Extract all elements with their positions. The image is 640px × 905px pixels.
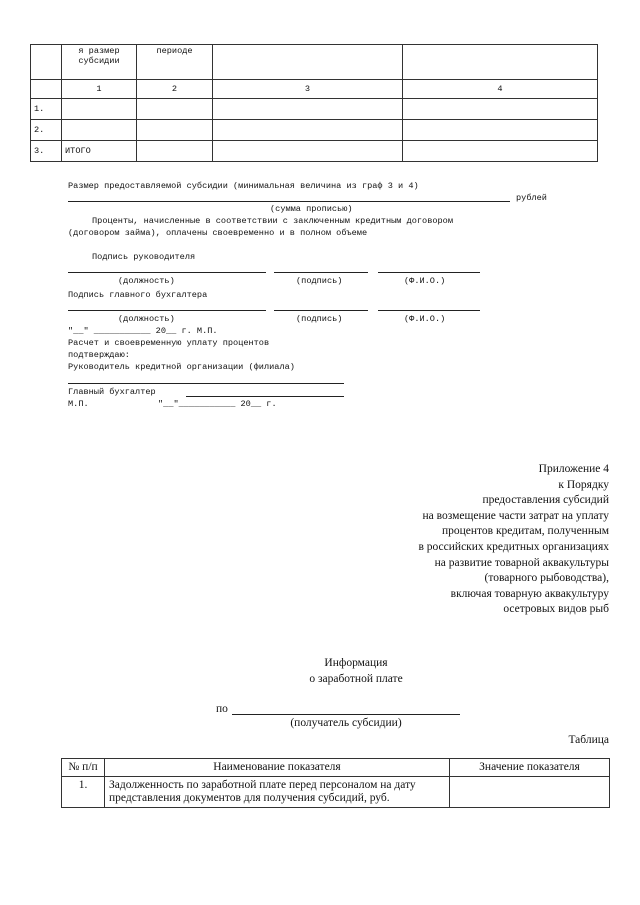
table-cell — [31, 80, 62, 99]
table-cell — [62, 120, 137, 141]
sum-line — [68, 201, 510, 202]
position-line — [68, 272, 266, 273]
credit-org-head-label: Руководитель кредитной организации (филиала) — [68, 362, 295, 372]
table-header-cell: я размер субсидии — [62, 45, 137, 80]
recipient-caption: (получатель субсидии) — [290, 717, 402, 729]
credit-org-head-line — [68, 383, 344, 384]
indicator-name: Задолженность по заработной плате перед персоналом на дату представления документов для получения субсидий, руб. — [105, 777, 450, 808]
chief-accountant-label: Главный бухгалтер — [68, 387, 156, 397]
table-row — [31, 99, 598, 120]
table-cell — [403, 141, 598, 162]
column-number-row — [31, 80, 598, 99]
signature-line — [274, 310, 368, 311]
table-header-cell — [403, 45, 598, 80]
position-caption: (должность) — [118, 276, 175, 286]
table-header-cell: периоде — [137, 45, 213, 80]
column-number: 4 — [403, 80, 598, 99]
table-header-row — [62, 759, 610, 777]
row-number: 1. — [62, 777, 105, 808]
fio-caption: (Ф.И.О.) — [404, 314, 446, 324]
table-cell — [213, 120, 403, 141]
appendix-line: Приложение 4 — [538, 463, 609, 475]
row-number: 1. — [31, 99, 62, 120]
chief-accountant-line — [186, 396, 344, 397]
date-stamp-line: "__" ___________ 20__ г. М.П. — [68, 326, 218, 336]
appendix-line: к Порядку — [558, 478, 609, 491]
table-header-cell — [213, 45, 403, 80]
column-number: 2 — [137, 80, 213, 99]
appendix-line: предоставления субсидий — [482, 494, 609, 507]
row-number: 3. — [31, 141, 62, 162]
fio-caption: (Ф.И.О.) — [404, 276, 446, 286]
fio-line — [378, 310, 480, 311]
table-cell — [31, 45, 62, 80]
appendix-line: процентов кредитам, полученным — [441, 525, 609, 538]
table-cell — [403, 120, 598, 141]
po-label: по — [216, 703, 228, 715]
signature-line — [274, 272, 368, 273]
table-row — [31, 120, 598, 141]
subsidy-calculation-table — [30, 44, 598, 162]
table-row — [62, 777, 610, 808]
position-caption: (должность) — [118, 314, 175, 324]
chief-accountant-signature-label: Подпись главного бухгалтера — [68, 290, 208, 300]
date-line: "__"___________ 20__ г. — [158, 399, 277, 409]
table-cell — [403, 99, 598, 120]
subsidy-size-label: Размер предоставляемой субсидии (минимальная величина из граф 3 и 4) — [68, 181, 419, 191]
appendix-line: на развитие товарной аквакультуры — [434, 556, 609, 569]
appendix-line: включая товарную аквакультуру — [450, 587, 609, 600]
appendix-line: на возмещение части затрат на уплату — [422, 509, 609, 522]
sum-words-caption: (сумма прописью) — [270, 204, 353, 214]
table-cell — [213, 141, 403, 162]
confirm-text-line1: Расчет и своевременную уплату процентов — [68, 338, 270, 348]
appendix-line: (товарного рыбоводства), — [484, 572, 609, 585]
head-signature-label: Подпись руководителя — [92, 252, 196, 262]
table-row — [31, 141, 598, 162]
table-label: Таблица — [568, 734, 609, 746]
table-header-cell: Значение показателя — [450, 759, 610, 777]
column-number: 3 — [213, 80, 403, 99]
table-cell — [62, 99, 137, 120]
indicator-value — [450, 777, 610, 808]
appendix-line: в российских кредитных организациях — [418, 540, 609, 553]
signature-caption: (подпись) — [296, 276, 343, 286]
appendix-line: осетровых видов рыб — [503, 603, 609, 616]
table-cell — [137, 99, 213, 120]
fio-line — [378, 272, 480, 273]
info-subtitle: о заработной плате — [309, 673, 403, 685]
signature-caption: (подпись) — [296, 314, 343, 324]
appendix-header — [418, 462, 609, 618]
table-header-cell: Наименование показателя — [105, 759, 450, 777]
total-label: ИТОГО — [62, 141, 137, 162]
table-header-row — [31, 45, 598, 80]
rubles-label: рублей — [516, 193, 547, 203]
recipient-line — [232, 714, 460, 715]
table-header-cell: № п/п — [62, 759, 105, 777]
salary-info-table — [61, 758, 610, 808]
interest-text-line2: (договором займа), оплачены своевременно и в полном объеме — [68, 228, 368, 238]
row-number: 2. — [31, 120, 62, 141]
column-number: 1 — [62, 80, 137, 99]
confirm-text-line2: подтверждаю: — [68, 350, 130, 360]
mp-label: М.П. — [68, 399, 89, 409]
table-cell — [137, 141, 213, 162]
interest-text-line1: Проценты, начисленные в соответствии с заключенным кредитным договором — [92, 216, 453, 226]
info-title: Информация — [324, 657, 388, 669]
position-line — [68, 310, 266, 311]
table-cell — [137, 120, 213, 141]
table-cell — [213, 99, 403, 120]
